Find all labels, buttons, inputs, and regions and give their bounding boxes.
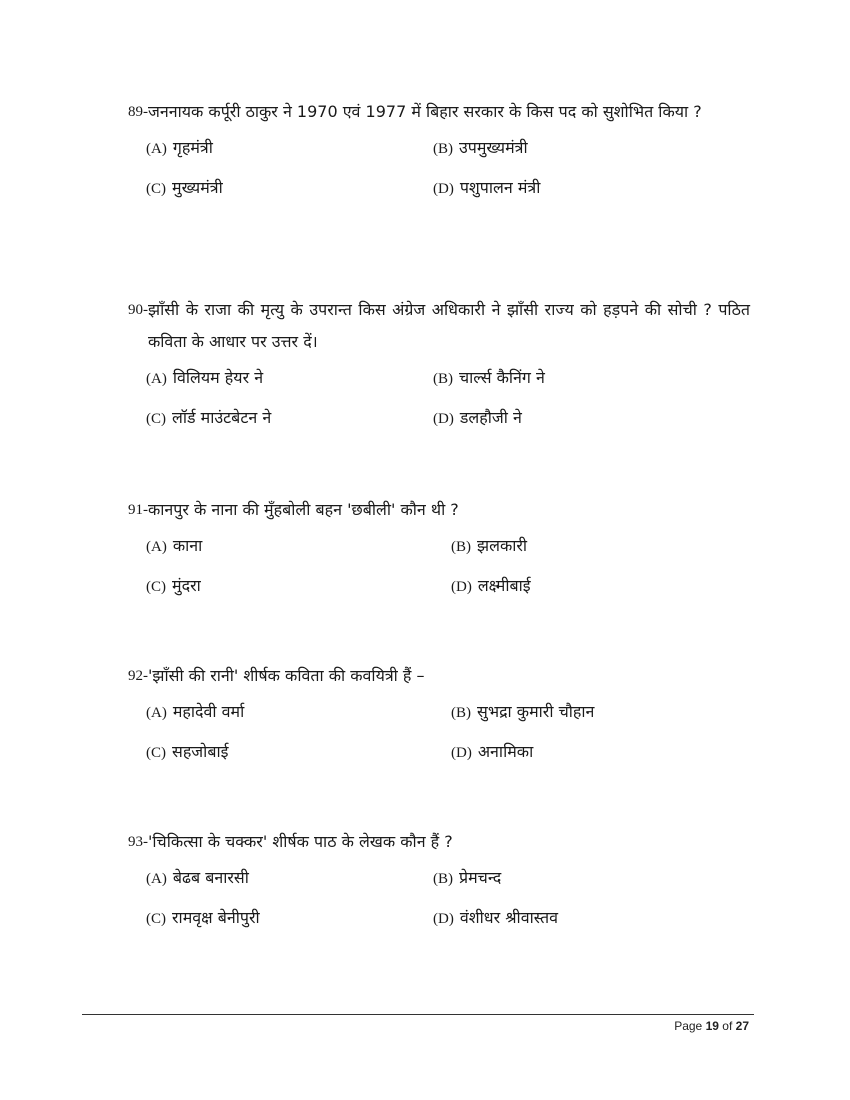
option-b bbox=[433, 136, 528, 161]
question-92 bbox=[128, 660, 750, 780]
option-a bbox=[146, 534, 202, 559]
option-a bbox=[146, 700, 244, 725]
option-c bbox=[146, 740, 228, 765]
option-text: बेढब बनारसी bbox=[172, 868, 249, 887]
question-number: 93- bbox=[128, 834, 148, 850]
question-text: कानपुर के नाना की मुँहबोली बहन 'छबीली' कौन थी ? bbox=[148, 500, 459, 519]
option-d bbox=[433, 406, 522, 431]
option-label: (C) bbox=[146, 411, 166, 427]
question-90 bbox=[128, 294, 750, 446]
question-number: 92- bbox=[128, 668, 148, 684]
option-row bbox=[146, 574, 750, 614]
option-a bbox=[146, 366, 263, 391]
option-row bbox=[146, 866, 750, 906]
option-label: (C) bbox=[146, 181, 166, 197]
option-text: मुंदरा bbox=[172, 576, 201, 595]
option-row bbox=[146, 176, 750, 216]
question-text-row bbox=[128, 494, 750, 526]
question-text-row bbox=[128, 826, 750, 858]
option-label: (D) bbox=[433, 911, 454, 927]
page-word: Page bbox=[674, 1019, 703, 1033]
option-label: (A) bbox=[146, 141, 167, 157]
option-a bbox=[146, 866, 249, 891]
option-text: पशुपालन मंत्री bbox=[459, 178, 541, 197]
question-91 bbox=[128, 494, 750, 614]
question-text-row bbox=[128, 96, 750, 128]
option-label: (A) bbox=[146, 539, 167, 555]
option-text: सुभद्रा कुमारी चौहान bbox=[477, 702, 595, 721]
option-row bbox=[146, 906, 750, 946]
option-label: (B) bbox=[433, 871, 453, 887]
options bbox=[146, 366, 750, 446]
option-row bbox=[146, 740, 750, 780]
question-text: 'चिकित्सा के चक्कर' शीर्षक पाठ के लेखक कौन हैं ? bbox=[148, 832, 453, 851]
question-number: 90- bbox=[128, 302, 148, 318]
option-d bbox=[451, 740, 533, 765]
option-label: (B) bbox=[433, 371, 453, 387]
option-text: प्रेमचन्द bbox=[459, 868, 502, 887]
option-text: काना bbox=[172, 536, 203, 555]
option-text: रामवृक्ष बेनीपुरी bbox=[172, 908, 260, 927]
question-text-row bbox=[128, 294, 750, 358]
options bbox=[146, 700, 750, 780]
option-label: (B) bbox=[433, 141, 453, 157]
options bbox=[146, 534, 750, 614]
options bbox=[146, 136, 750, 216]
option-b bbox=[433, 866, 501, 891]
option-label: (C) bbox=[146, 745, 166, 761]
question-number: 89- bbox=[128, 104, 148, 120]
question-93 bbox=[128, 826, 750, 946]
option-a bbox=[146, 136, 213, 161]
option-label: (C) bbox=[146, 911, 166, 927]
option-d bbox=[433, 906, 558, 931]
option-text: चार्ल्स कैनिंग ने bbox=[459, 368, 545, 387]
option-b bbox=[433, 366, 545, 391]
page-footer bbox=[674, 1019, 749, 1033]
option-b bbox=[451, 700, 594, 725]
question-text-row bbox=[128, 660, 750, 692]
option-c bbox=[146, 906, 260, 931]
footer-divider bbox=[82, 1014, 754, 1015]
option-text: झलकारी bbox=[477, 536, 528, 555]
option-row bbox=[146, 700, 750, 740]
question-text: जननायक कर्पूरी ठाकुर ने 1970 एवं 1977 में बिहार सरकार के किस पद को सुशोभित किया ? bbox=[148, 102, 702, 121]
option-text: सहजोबाई bbox=[172, 742, 229, 761]
option-text: मुख्यमंत्री bbox=[172, 178, 223, 197]
option-label: (A) bbox=[146, 871, 167, 887]
option-row bbox=[146, 406, 750, 446]
option-c bbox=[146, 406, 271, 431]
total-pages-number: 27 bbox=[735, 1019, 749, 1033]
question-89 bbox=[128, 96, 750, 216]
option-b bbox=[451, 534, 527, 559]
option-text: विलियम हेयर ने bbox=[172, 368, 264, 387]
option-label: (A) bbox=[146, 705, 167, 721]
option-text: उपमुख्यमंत्री bbox=[459, 138, 528, 157]
option-row bbox=[146, 366, 750, 406]
current-page-number: 19 bbox=[705, 1019, 719, 1033]
option-label: (D) bbox=[451, 745, 472, 761]
option-row bbox=[146, 534, 750, 574]
question-text: झाँसी के राजा की मृत्यु के उपरान्त किस अंग्रेज अधिकारी ने झाँसी राज्य को हड़पने की सोची ? पठित कविता के आधार पर उत्तर दें। bbox=[148, 300, 750, 351]
option-label: (D) bbox=[433, 411, 454, 427]
option-text: गृहमंत्री bbox=[172, 138, 213, 157]
option-label: (C) bbox=[146, 579, 166, 595]
option-label: (D) bbox=[451, 579, 472, 595]
option-label: (B) bbox=[451, 539, 471, 555]
option-label: (B) bbox=[451, 705, 471, 721]
question-text: 'झाँसी की रानी' शीर्षक कविता की कवयित्री हैं – bbox=[148, 666, 425, 685]
option-d bbox=[433, 176, 540, 201]
option-label: (A) bbox=[146, 371, 167, 387]
option-c bbox=[146, 176, 223, 201]
option-d bbox=[451, 574, 531, 599]
option-text: महादेवी वर्मा bbox=[172, 702, 245, 721]
option-row bbox=[146, 136, 750, 176]
option-text: लक्ष्मीबाई bbox=[477, 576, 531, 595]
question-number: 91- bbox=[128, 502, 148, 518]
options bbox=[146, 866, 750, 946]
option-label: (D) bbox=[433, 181, 454, 197]
option-text: लॉर्ड माउंटबेटन ने bbox=[172, 408, 272, 427]
option-text: अनामिका bbox=[477, 742, 534, 761]
option-c bbox=[146, 574, 201, 599]
of-word: of bbox=[722, 1019, 733, 1033]
option-text: डलहौजी ने bbox=[459, 408, 522, 427]
option-text: वंशीधर श्रीवास्तव bbox=[459, 908, 558, 927]
